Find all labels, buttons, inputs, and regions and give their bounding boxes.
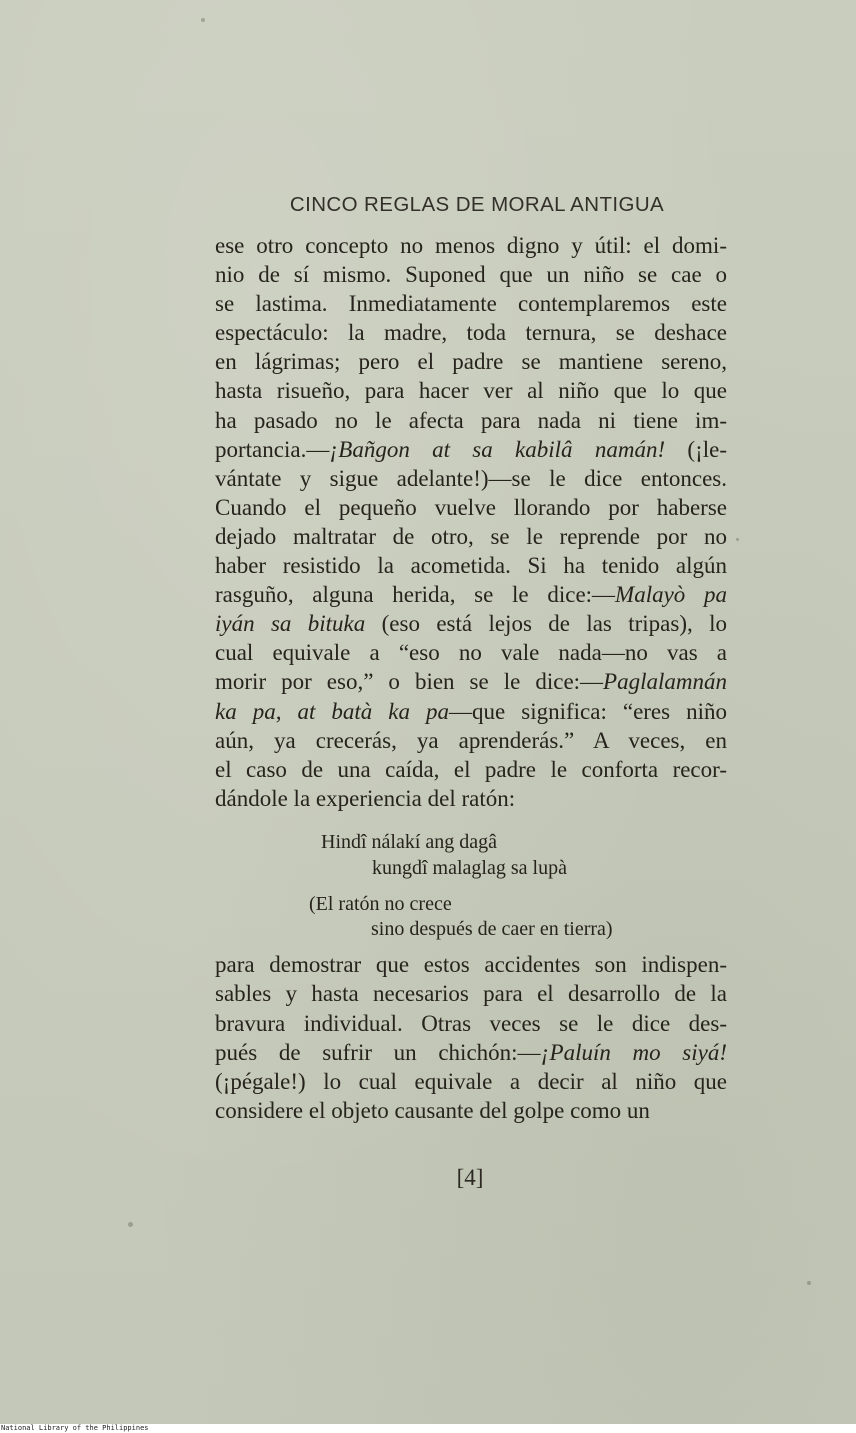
text-line — [215, 1038, 727, 1067]
footer-credit: National Library of the Philippines — [1, 1424, 149, 1432]
text-fragment: rasguño, alguna herida, se le dice:— — [215, 582, 616, 608]
text-line: ha pasado no le afecta para nada ni tiene im- — [215, 407, 727, 433]
text-line: nio de sí mismo. Suponed que un niño se cae o — [215, 262, 727, 288]
body-paragraph-1 — [215, 231, 727, 813]
italic-phrase: Paglalamnán — [603, 669, 727, 695]
text-fragment: (¡le- — [665, 436, 727, 462]
text-line — [215, 580, 727, 609]
verse-spanish-line-1: (El ratón no crece — [309, 893, 452, 915]
text-line: ese otro concepto no menos digno y útil: el domi- — [215, 233, 727, 258]
text-line: se lastima. Inmediatamente contemplaremos este — [215, 291, 727, 317]
paper-speck — [736, 538, 739, 541]
italic-phrase: Malayò pa — [615, 582, 728, 608]
text-line — [215, 697, 727, 726]
verse-tagalog-line-2: kungdî malaglag sa lupà — [372, 857, 567, 879]
text-line: aún, ya crecerás, ya aprenderás.” A veces, en — [215, 727, 727, 753]
text-line — [215, 435, 727, 464]
page-number: [4] — [456, 1165, 484, 1190]
italic-phrase: iyán sa bituka — [215, 611, 366, 637]
italic-phrase: ¡Paluín mo siyá! — [540, 1039, 727, 1065]
text-line: el caso de una caída, el padre le conforta recor- — [215, 756, 727, 782]
text-line: bravura individual. Otras veces se le dice des- — [215, 1010, 727, 1036]
text-line: en lágrimas; pero el padre se mantiene sereno, — [215, 349, 727, 375]
text-line: para demostrar que estos accidentes son indispen- — [215, 952, 727, 977]
text-line: cual equivale a “eso no vale nada—no vas a — [215, 640, 727, 666]
paper-speck — [807, 1281, 811, 1285]
running-head: CINCO REGLAS DE MORAL ANTIGUA — [289, 193, 665, 216]
verse-spanish-line-2: sino después de caer en tierra) — [371, 918, 613, 940]
italic-phrase: ka pa, at batà ka pa — [215, 698, 450, 724]
text-line: Cuando el pequeño vuelve llorando por haberse — [215, 494, 727, 520]
text-line: haber resistido la acometida. Si ha tenido algún — [215, 553, 727, 579]
paper-speck — [201, 18, 205, 22]
text-line: vántate y sigue adelante!)—se le dice entonces. — [215, 465, 727, 491]
text-line: (¡pégale!) lo cual equivale a decir al niño que — [215, 1069, 727, 1095]
text-line: dejado maltratar de otro, se le reprende por no — [215, 523, 727, 549]
verse-tagalog-line-1: Hindî nálakí ang dagâ — [321, 831, 498, 853]
text-line: sables y hasta necesarios para el desarrollo de la — [215, 981, 727, 1007]
text-line: hasta risueño, para hacer ver al niño que lo que — [215, 378, 727, 404]
text-line: espectáculo: la madre, toda ternura, se deshace — [215, 320, 727, 346]
text-fragment: portancia.— — [215, 436, 330, 462]
text-fragment: pués de sufrir un chichón:— — [215, 1039, 541, 1065]
paper-speck — [128, 1222, 133, 1227]
footer-bar — [0, 1424, 856, 1433]
italic-phrase: ¡Bañgon at sa kabilâ namán! — [329, 436, 666, 462]
text-line: considere el objeto causante del golpe como un — [215, 1098, 650, 1124]
body-paragraph-2 — [215, 950, 727, 1126]
text-line — [215, 667, 727, 696]
text-fragment: —que significa: “eres niño — [449, 698, 727, 724]
text-line: dándole la experiencia del ratón: — [215, 785, 516, 811]
text-fragment: (eso está lejos de las tripas), lo — [365, 611, 728, 637]
text-fragment: morir por eso,” o bien se le dice:— — [215, 669, 604, 695]
text-line — [215, 609, 727, 638]
